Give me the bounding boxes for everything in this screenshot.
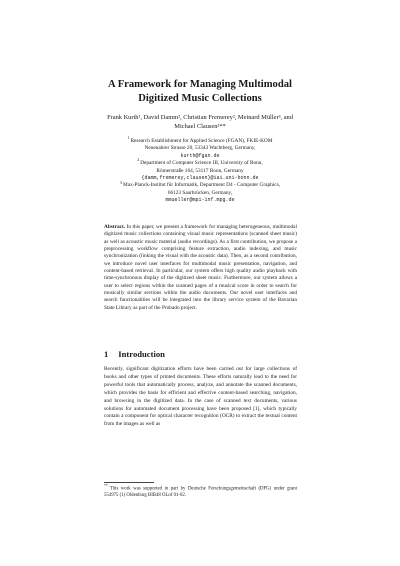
section-title: Introduction	[118, 349, 165, 359]
title-line-1: A Framework for Managing Multimodal	[107, 79, 292, 90]
affiliation-marker: 2	[137, 157, 140, 163]
affiliation-line: 66123 Saarbrücken, Germany,	[167, 189, 233, 196]
abstract-text: In this paper, we present a framework for managing heterogeneous, multimodal digitized music collections containing visual music representations (scanned sheet music) as well as acoustic music material (audio recordings). As a first contribution, we propose a preprocessing workflow comprising feature extraction, audio indexing, and music synchronization (linking the visual with the acoustic data). Then, as a second contribution, we introduce novel user interfaces for multimodal music presentation, navigation, and content-based retrieval. In particular, our system offers high quality audio playback with time-synchronous display of the digitized sheet music. Furthermore, our system allows a user to select regions within the scanned pages of a musical score in order to search for musically similar sections within the audio documents. Our novel user interfaces and search functionalities will be integrated into the library service system of the Bavarian State Library as part of the Probado project.	[104, 224, 297, 311]
paper-title	[60, 78, 340, 106]
affiliation-marker: 3	[120, 179, 123, 185]
affiliation-line: Römerstraße 164, 53117 Bonn, Germany	[156, 167, 244, 174]
affiliation-1	[70, 135, 330, 163]
affiliations	[70, 135, 330, 205]
affiliation-line: Max-Planck-Institut für Informatik, Department D4 - Computer Graphics,	[123, 182, 280, 189]
body-paragraph: Recently, significant digitization efforts have been carried out for large collections of books and other types of printed documents. These efforts naturally lead to the need for powerful tools that automatically process, analyze, and annotate the scanned documents, which provides the basis for efficient and effective content-based searching, navigation, and browsing in the digitized data. In the case of scanned text documents, various solutions for automated document processing have been proposed [1], which typically contain a component for optical character recognition (OCR) to extract the textual content from the images as well as	[104, 366, 297, 428]
authors-line-1: Frank Kurth¹, David Damm², Christian Fremerey², Meinard Müller³, and	[107, 114, 293, 121]
affiliation-line: Department of Computer Science III, University of Bonn,	[140, 160, 263, 167]
author-list	[60, 113, 340, 131]
affiliation-email: {damm,fremerey,clausen}@iai.uni-bonn.de	[141, 175, 259, 182]
footnote	[104, 486, 297, 500]
affiliation-line: Research Establishment for Applied Science (FGAN), FKIE-KOM	[130, 138, 273, 144]
affiliation-email: kurth@fgan.de	[180, 152, 220, 159]
affiliation-marker: 1	[127, 135, 130, 141]
authors-line-2: Michael Clausen²**	[174, 123, 226, 130]
abstract	[104, 224, 297, 312]
affiliation-email: mmueller@mpi-inf.mpg.de	[165, 197, 235, 204]
title-line-2: Digitized Music Collections	[138, 93, 262, 104]
section-heading	[104, 349, 297, 360]
affiliation-3	[70, 179, 330, 204]
affiliation-line: Neuenahrer Strasse 20, 53343 Wachtberg, Germany,	[144, 145, 256, 152]
abstract-label: Abstract.	[104, 224, 126, 230]
footnote-text: This work was supported in part by Deutsche Forschungsgemeinschaft (DFG) under grant 554975 (1) Oldenburg BIB48 OLof 01-02.	[104, 486, 297, 499]
footnote-divider	[104, 482, 154, 483]
affiliation-2	[70, 157, 330, 182]
section-number: 1	[104, 349, 109, 359]
footnote-marker: **	[104, 484, 108, 488]
